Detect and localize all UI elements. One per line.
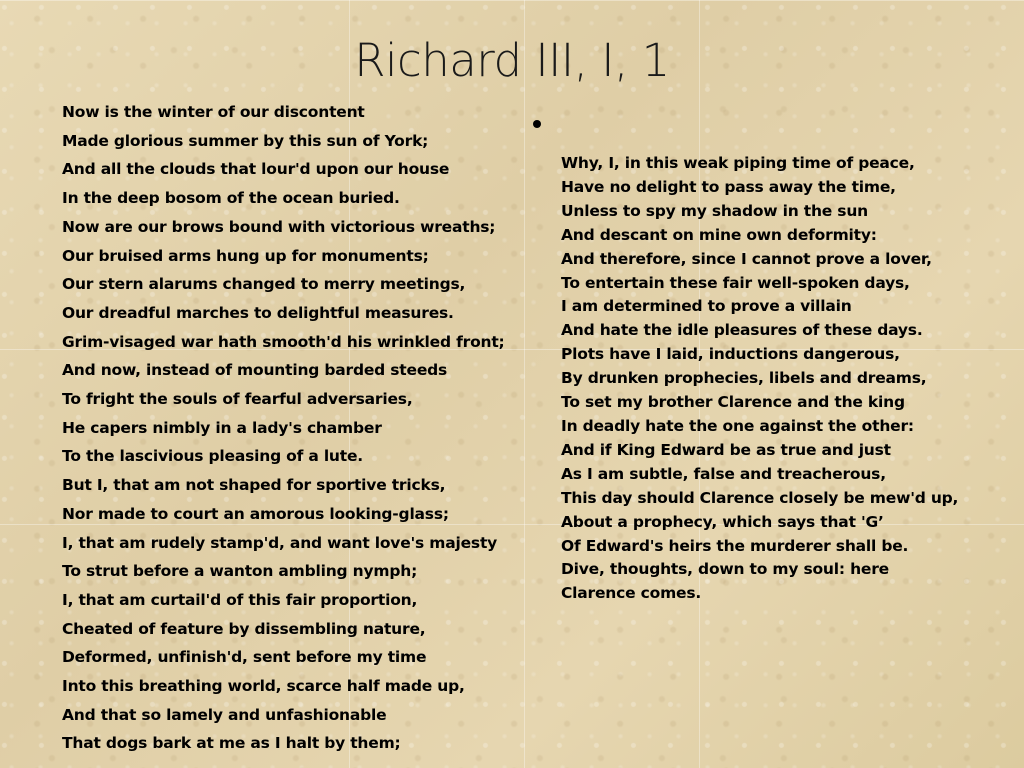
verse-line: And now, instead of mounting barded steeds (62, 361, 448, 380)
texture-seam (524, 0, 525, 768)
verse-line: To entertain these fair well-spoken days, (561, 273, 910, 292)
verse-line: In the deep bosom of the ocean buried. (62, 189, 400, 208)
verse-line: He capers nimbly in a lady's chamber (62, 418, 382, 437)
verse-line: By drunken prophecies, libels and dreams, (561, 369, 927, 388)
verse-line: Nor made to court an amorous looking-glass; (62, 504, 449, 523)
verse-line: And therefore, since I cannot prove a lover, (561, 249, 932, 268)
verse-line: I, that am curtail'd of this fair proportion, (62, 590, 418, 609)
slide-title: Richard III, I, 1 (354, 34, 670, 87)
verse-line: Have no delight to pass away the time, (561, 177, 896, 196)
verse-line: I am determined to prove a villain (561, 297, 852, 316)
right-verse-column (561, 152, 981, 606)
verse-line: As I am subtle, false and treacherous, (561, 464, 886, 483)
verse-line: And hate the idle pleasures of these days. (561, 321, 923, 340)
left-verse-column (62, 98, 512, 758)
verse-line: And that so lamely and unfashionable (62, 705, 387, 724)
verse-line: Unless to spy my shadow in the sun (561, 201, 868, 220)
verse-line: Why, I, in this weak piping time of peace, (561, 154, 915, 172)
verse-line: And all the clouds that lour'd upon our house (62, 160, 450, 179)
verse-line: About a prophecy, which says that 'G’ (561, 512, 884, 531)
verse-line: Deformed, unfinish'd, sent before my time (62, 648, 427, 667)
verse-line: To fright the souls of fearful adversaries, (62, 390, 413, 409)
verse-line: Our dreadful marches to delightful measures. (62, 303, 454, 322)
verse-line: Made glorious summer by this sun of York; (62, 131, 429, 150)
verse-line: And if King Edward be as true and just (561, 440, 891, 459)
verse-line: To set my brother Clarence and the king (561, 393, 905, 412)
verse-line: In deadly hate the one against the other: (561, 416, 914, 435)
texture-seam (0, 0, 1024, 1)
verse-line: That dogs bark at me as I halt by them; (62, 734, 401, 753)
verse-line: And descant on mine own deformity: (561, 225, 877, 244)
verse-line: Dive, thoughts, down to my soul: here (561, 560, 889, 579)
verse-line: I, that am rudely stamp'd, and want love's majesty (62, 533, 498, 552)
verse-line: Clarence comes. (561, 584, 702, 603)
verse-line: This day should Clarence closely be mew'd up, (561, 488, 959, 507)
verse-line: Now is the winter of our discontent (62, 103, 365, 121)
verse-line: Our bruised arms hung up for monuments; (62, 246, 429, 265)
verse-line: Now are our brows bound with victorious wreaths; (62, 217, 496, 236)
verse-line: To strut before a wanton ambling nymph; (62, 562, 418, 581)
verse-line: Cheated of feature by dissembling nature, (62, 619, 426, 638)
verse-line: Of Edward's heirs the murderer shall be. (561, 536, 909, 555)
verse-line: Into this breathing world, scarce half made up, (62, 677, 465, 696)
verse-line: Plots have I laid, inductions dangerous, (561, 345, 900, 364)
verse-line: Grim-visaged war hath smooth'd his wrinkled front; (62, 332, 505, 351)
bullet-icon (533, 120, 541, 128)
verse-line: But I, that am not shaped for sportive tricks, (62, 476, 446, 495)
verse-line: To the lascivious pleasing of a lute. (62, 447, 363, 466)
verse-line: Our stern alarums changed to merry meetings, (62, 275, 466, 294)
